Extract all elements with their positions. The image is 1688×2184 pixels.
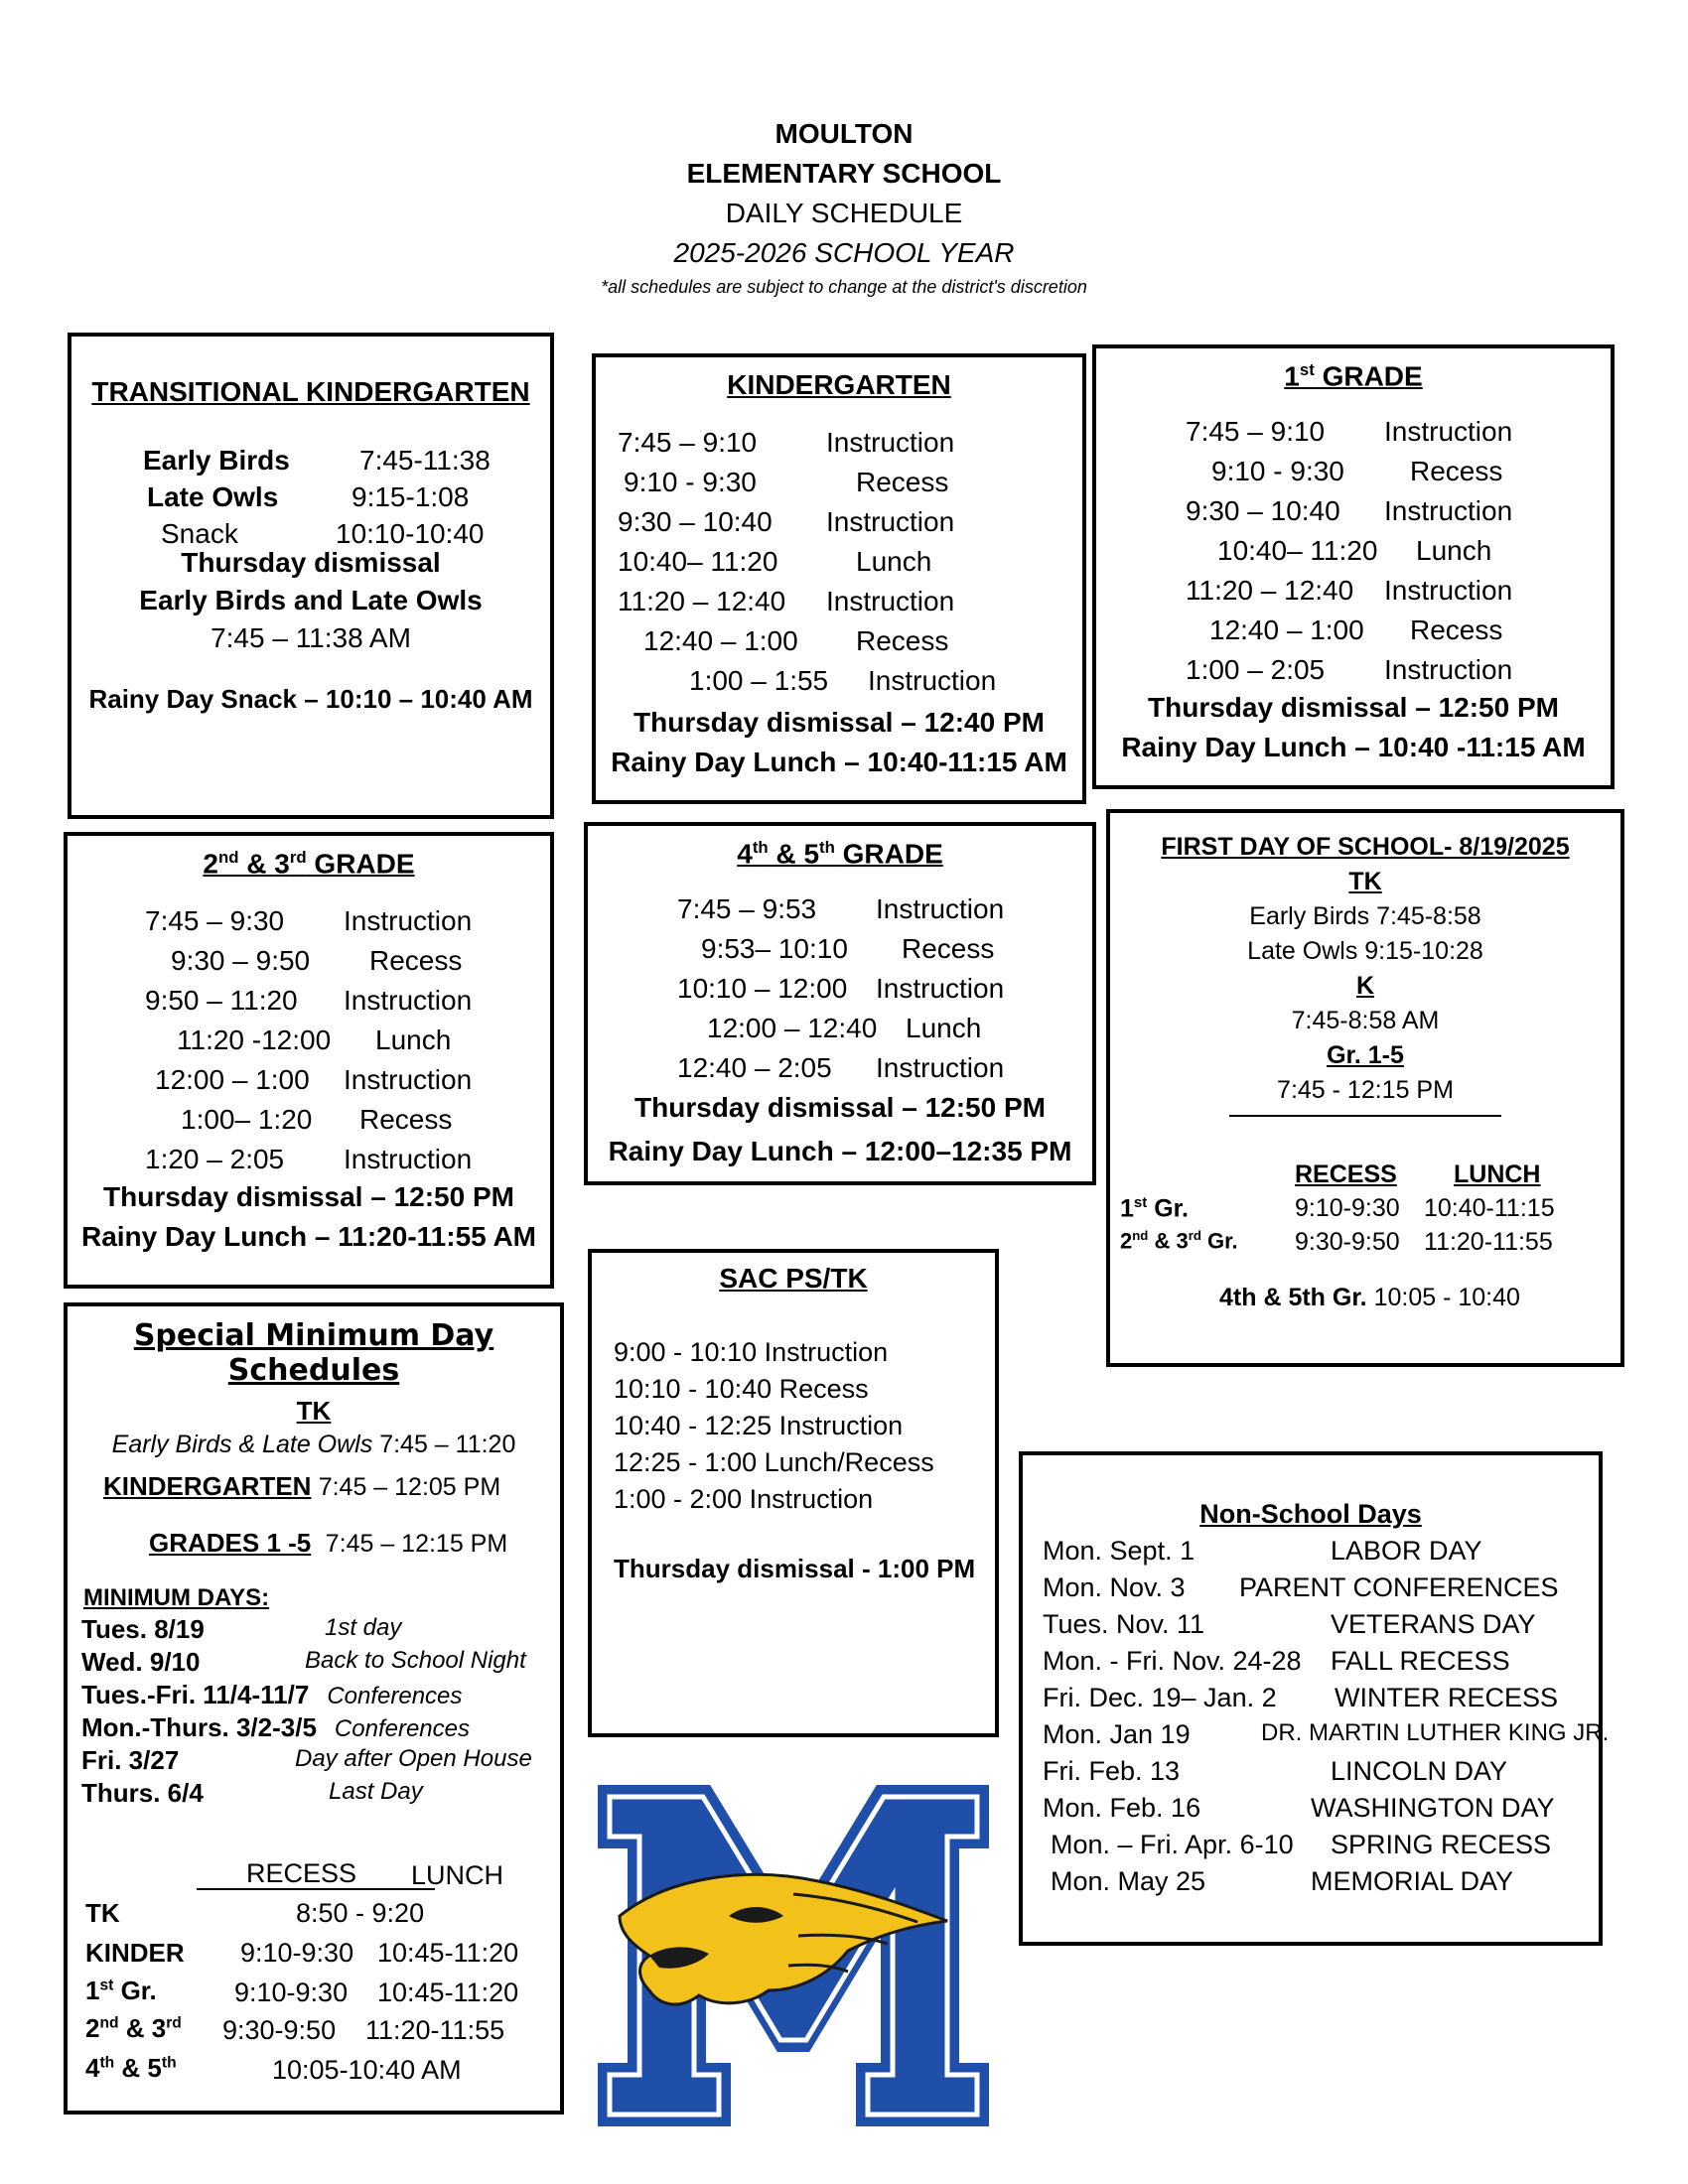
second-third-grade-schedule-box xyxy=(64,832,554,1289)
sac-line: 12:25 - 1:00 Lunch/Recess xyxy=(614,1447,934,1477)
schedule-time: 7:45 – 9:30 xyxy=(145,905,285,937)
ordinal-number: 2 xyxy=(85,2013,100,2043)
non-school-event: MEMORIAL DAY xyxy=(1311,1866,1514,1896)
second-third-recess: 9:30-9:50 xyxy=(1295,1228,1400,1256)
ampersand: & xyxy=(1148,1228,1177,1254)
schedule-activity: Recess xyxy=(856,625,949,656)
schedule-time: 10:40– 11:20 xyxy=(618,546,778,577)
tk-early-birds-time: 7:45-11:38 xyxy=(359,445,491,476)
title-ordinal: th xyxy=(752,838,769,857)
fourth-fifth-label: 4th & 5th Gr. xyxy=(1219,1284,1367,1311)
schedule-activity: Recess xyxy=(856,467,949,497)
tk-schedule-box xyxy=(68,333,554,819)
schedule-time: 12:40 – 1:00 xyxy=(1209,614,1364,646)
minimum-day-desc: 1st day xyxy=(325,1614,402,1641)
minimum-day-date: Tues. 8/19 xyxy=(81,1614,205,1644)
fourth-fifth-time: 10:05 - 10:40 xyxy=(1373,1284,1520,1311)
title-ordinal: th xyxy=(819,838,835,857)
title-number: 4 xyxy=(737,838,753,870)
tk-late-owls-label: Late Owls xyxy=(147,481,279,512)
ordinal-number: 2 xyxy=(1120,1228,1133,1254)
tk-rainy-day: Rainy Day Snack – 10:10 – 10:40 AM xyxy=(88,684,533,714)
minimum-day-kinder-time: 7:45 – 12:05 PM xyxy=(318,1473,501,1501)
non-school-date: Fri. Feb. 13 xyxy=(1043,1756,1181,1786)
schedule-activity: Lunch xyxy=(375,1024,452,1056)
minimum-day-desc: Last Day xyxy=(329,1778,423,1805)
fourth-fifth-grade-rainy-day: Rainy Day Lunch – 12:00–12:35 PM xyxy=(608,1136,1072,1167)
schedule-time: 7:45 – 9:53 xyxy=(677,893,817,925)
minimum-day-date: Fri. 3/27 xyxy=(81,1745,180,1775)
minimum-day-grades-time: 7:45 – 12:15 PM xyxy=(325,1530,508,1558)
r-fourth-fifth-label xyxy=(85,2053,177,2084)
first-day-k-label: K xyxy=(1355,972,1375,1000)
first-day-k-time: 7:45-8:58 AM xyxy=(1291,1007,1440,1034)
kinder-schedule-box xyxy=(592,353,1086,804)
r-second-third-lunch: 11:20-11:55 xyxy=(365,2015,505,2045)
sac-line: 10:10 - 10:40 Recess xyxy=(614,1374,869,1404)
recess-header: RECESS xyxy=(1295,1160,1397,1188)
minimum-day-kinder-label: KINDERGARTEN xyxy=(103,1471,312,1501)
minimum-day-row-wide xyxy=(81,1680,560,1710)
tk-late-owls-time: 9:15-1:08 xyxy=(352,481,470,512)
schedule-time: 12:00 – 12:40 xyxy=(707,1013,878,1044)
minimum-day-tk-text: Early Birds & Late Owls xyxy=(111,1431,373,1458)
first-day-tk-late: Late Owls 9:15-10:28 xyxy=(1247,937,1483,965)
page-header xyxy=(0,114,1688,301)
second-third-row-label xyxy=(1120,1228,1238,1254)
ordinal-suffix: st xyxy=(99,1977,114,1994)
ampersand: & xyxy=(114,2053,148,2083)
grade-text: Gr. xyxy=(1200,1228,1238,1254)
non-school-title: Non-School Days xyxy=(1199,1499,1422,1529)
minimum-day-date: Thurs. 6/4 xyxy=(81,1778,204,1808)
schedule-activity: Instruction xyxy=(344,905,473,937)
second-third-lunch: 11:20-11:55 xyxy=(1424,1228,1553,1256)
schedule-activity: Instruction xyxy=(1384,654,1513,686)
non-school-date: Mon. Jan 19 xyxy=(1043,1719,1191,1749)
schedule-time: 11:20 – 12:40 xyxy=(618,586,786,616)
tk-thursday-line1: Thursday dismissal xyxy=(181,547,441,578)
tk-snack-label: Snack xyxy=(161,518,238,549)
schedule-activity: Instruction xyxy=(826,586,955,616)
minimum-day-row-wide xyxy=(81,1712,560,1743)
ordinal-suffix: th xyxy=(161,2054,177,2072)
ordinal-suffix: rd xyxy=(1188,1228,1201,1243)
non-school-event: WINTER RECESS xyxy=(1335,1683,1559,1712)
schedule-activity: Instruction xyxy=(868,665,997,696)
schedule-time: 12:40 – 2:05 xyxy=(677,1052,832,1084)
first-grade-thursday: Thursday dismissal – 12:50 PM xyxy=(1148,692,1559,724)
minimum-day-tk-row xyxy=(68,1431,560,1459)
minimum-day-desc: Day after Open House xyxy=(295,1745,532,1772)
first-day-grades-label: Gr. 1-5 xyxy=(1327,1041,1404,1069)
title-text: GRADE xyxy=(1314,360,1423,392)
schedule-time: 1:00 – 2:05 xyxy=(1186,654,1326,686)
disclaimer-note: *all schedules are subject to change at the district's discretion xyxy=(601,277,1087,297)
ordinal-suffix: nd xyxy=(1132,1228,1149,1243)
schedule-activity: Instruction xyxy=(344,1144,473,1175)
school-year: 2025-2026 SCHOOL YEAR xyxy=(673,237,1015,268)
schedule-activity: Recess xyxy=(1410,456,1503,487)
fourth-fifth-grade-schedule-list xyxy=(677,893,1092,1084)
minimum-day-date: Wed. 9/10 xyxy=(81,1647,201,1677)
schedule-time: 7:45 – 9:10 xyxy=(618,427,758,458)
schedule-time: 9:50 – 11:20 xyxy=(145,985,298,1017)
schedule-time: 9:10 - 9:30 xyxy=(624,467,757,497)
title-text: GRADE xyxy=(306,848,415,880)
r-second-third-recess: 9:30-9:50 xyxy=(222,2015,337,2045)
minimum-day-desc: Conferences xyxy=(334,1715,470,1742)
schedule-activity: Instruction xyxy=(876,1052,1005,1084)
first-day-divider xyxy=(1229,1115,1501,1117)
first-day-title: FIRST DAY OF SCHOOL- 8/19/2025 xyxy=(1161,833,1570,861)
schedule-activity: Instruction xyxy=(876,893,1005,925)
r-kinder-label: KINDER xyxy=(85,1938,185,1968)
schedule-time: 7:45 – 9:10 xyxy=(1186,416,1326,448)
grade-text: Gr. xyxy=(1147,1194,1189,1223)
kinder-schedule-list xyxy=(618,427,1082,697)
title-ordinal: st xyxy=(1299,360,1315,379)
minimum-day-title-line2: Schedules xyxy=(227,1353,400,1388)
kinder-thursday: Thursday dismissal – 12:40 PM xyxy=(633,707,1045,738)
schedule-time: 9:53– 10:10 xyxy=(701,933,848,965)
non-school-date: Mon. – Fri. Apr. 6-10 xyxy=(1051,1830,1294,1859)
ordinal-number: 5 xyxy=(147,2053,162,2083)
lunch-header: LUNCH xyxy=(411,1860,504,1890)
first-day-box xyxy=(1106,809,1624,1367)
schedule-activity: Instruction xyxy=(1384,575,1513,607)
sac-box xyxy=(588,1249,999,1737)
r-second-third-label xyxy=(85,2013,182,2044)
ordinal-suffix: th xyxy=(99,2054,115,2072)
non-school-event: VETERANS DAY xyxy=(1331,1609,1536,1639)
second-third-grade-schedule-list xyxy=(145,905,550,1175)
first-grade-rainy-day: Rainy Day Lunch – 10:40 -11:15 AM xyxy=(1121,732,1586,763)
minimum-days-list xyxy=(81,1614,560,1809)
non-school-date: Mon. May 25 xyxy=(1051,1866,1206,1896)
schedule-activity: Instruction xyxy=(876,973,1005,1005)
title-number: 2 xyxy=(203,848,218,880)
schedule-time: 12:00 – 1:00 xyxy=(155,1064,310,1096)
schedule-activity: Recess xyxy=(1410,614,1503,646)
non-school-event: DR. MARTIN LUTHER KING JR. xyxy=(1261,1719,1610,1746)
fourth-fifth-grade-thursday: Thursday dismissal – 12:50 PM xyxy=(634,1092,1046,1124)
kinder-rainy-day: Rainy Day Lunch – 10:40-11:15 AM xyxy=(611,747,1067,777)
first-day-tk-label: TK xyxy=(1348,868,1382,895)
minimum-day-grades-row xyxy=(149,1528,560,1559)
title-ampersand: & xyxy=(238,848,275,880)
fourth-fifth-grade-schedule-box xyxy=(584,822,1096,1185)
minimum-day-kinder-row xyxy=(103,1471,560,1502)
eagle-m-logo-icon xyxy=(580,1777,1007,2134)
non-school-event: FALL RECESS xyxy=(1331,1646,1510,1676)
r-first-label xyxy=(85,1976,157,2006)
minimum-day-date: Mon.-Thurs. 3/2-3/5 xyxy=(81,1712,317,1742)
minimum-day-desc: Conferences xyxy=(327,1683,463,1709)
sac-schedule-list xyxy=(614,1334,995,1518)
title-number: 3 xyxy=(274,848,290,880)
non-school-event: WASHINGTON DAY xyxy=(1311,1793,1555,1823)
schedule-time: 1:00 – 1:55 xyxy=(689,665,829,696)
title-number: 5 xyxy=(803,838,820,870)
non-school-date: Mon. Sept. 1 xyxy=(1043,1536,1196,1566)
first-grade-lunch: 10:40-11:15 xyxy=(1424,1194,1555,1222)
schedule-time: 11:20 -12:00 xyxy=(177,1024,332,1056)
schedule-activity: Instruction xyxy=(1384,416,1513,448)
ordinal-number: 4 xyxy=(85,2053,100,2083)
second-third-grade-rainy-day: Rainy Day Lunch – 11:20-11:55 AM xyxy=(80,1221,537,1253)
ordinal-number: 1 xyxy=(85,1976,100,2005)
schedule-time: 11:20 – 12:40 xyxy=(1186,575,1354,607)
schedule-activity: Lunch xyxy=(856,546,932,577)
title-ampersand: & xyxy=(768,838,804,870)
second-third-grade-title xyxy=(68,848,550,880)
first-day-tk-early: Early Birds 7:45-8:58 xyxy=(1249,902,1481,930)
sac-line: 1:00 - 2:00 Instruction xyxy=(614,1484,874,1514)
sac-title: SAC PS/TK xyxy=(719,1263,868,1294)
r-tk-time: 8:50 - 9:20 xyxy=(296,1898,425,1928)
r-first-recess: 9:10-9:30 xyxy=(234,1978,349,2007)
schedule-activity: Recess xyxy=(359,1104,453,1136)
title-text: GRADE xyxy=(834,838,943,870)
school-name-line1: MOULTON xyxy=(774,118,914,149)
ampersand: & xyxy=(118,2013,152,2043)
ordinal-suffix: st xyxy=(1133,1194,1148,1211)
schedule-activity: Instruction xyxy=(1384,495,1513,527)
ordinal-number: 3 xyxy=(1176,1228,1189,1254)
second-third-grade-thursday: Thursday dismissal – 12:50 PM xyxy=(103,1181,514,1213)
non-school-date: Tues. Nov. 11 xyxy=(1043,1609,1205,1639)
kinder-title: KINDERGARTEN xyxy=(727,369,951,400)
non-school-list xyxy=(1043,1536,1610,1897)
school-logo xyxy=(580,1777,1007,2134)
tk-early-birds-label: Early Birds xyxy=(143,445,290,476)
tk-title: TRANSITIONAL KINDERGARTEN xyxy=(91,376,530,407)
first-day-grades-time: 7:45 - 12:15 PM xyxy=(1277,1076,1454,1104)
minimum-day-date: Tues.-Fri. 11/4-11/7 xyxy=(81,1680,310,1709)
first-grade-schedule-list xyxy=(1186,416,1611,686)
schedule-time: 10:40– 11:20 xyxy=(1217,535,1378,567)
schedule-time: 9:30 – 10:40 xyxy=(618,506,773,537)
r-kinder-recess: 9:10-9:30 xyxy=(240,1938,354,1968)
schedule-time: 9:10 - 9:30 xyxy=(1211,456,1344,487)
non-school-date: Mon. Nov. 3 xyxy=(1043,1572,1186,1602)
non-school-event: PARENT CONFERENCES xyxy=(1239,1572,1559,1602)
schedule-activity: Instruction xyxy=(826,506,955,537)
school-name-line2: ELEMENTARY SCHOOL xyxy=(686,158,1002,189)
schedule-activity: Instruction xyxy=(826,427,955,458)
non-school-event: LINCOLN DAY xyxy=(1331,1756,1508,1786)
ordinal-number: 1 xyxy=(1120,1194,1134,1223)
sac-line: 10:40 - 12:25 Instruction xyxy=(614,1411,904,1440)
first-grade-row-label xyxy=(1120,1194,1189,1223)
non-school-date: Mon. Feb. 16 xyxy=(1043,1793,1201,1823)
grade-text: Gr. xyxy=(113,1976,157,2005)
ordinal-suffix: nd xyxy=(99,2014,119,2032)
tk-thursday-line2: Early Birds and Late Owls xyxy=(139,585,483,615)
ordinal-number: 3 xyxy=(151,2013,167,2043)
ordinal-suffix: rd xyxy=(166,2014,182,2032)
schedule-time: 1:00– 1:20 xyxy=(181,1104,313,1136)
sac-thursday: Thursday dismissal - 1:00 PM xyxy=(614,1554,976,1583)
minimum-day-desc: Back to School Night xyxy=(305,1647,526,1674)
minimum-day-tk-label: TK xyxy=(296,1396,332,1426)
schedule-time: 10:10 – 12:00 xyxy=(677,973,848,1005)
schedule-time: 9:30 – 9:50 xyxy=(171,945,311,977)
non-school-days-box xyxy=(1019,1451,1610,1946)
sac-line: 9:00 - 10:10 Instruction xyxy=(614,1337,889,1367)
fourth-fifth-row xyxy=(1219,1284,1520,1312)
schedule-activity: Lunch xyxy=(1416,535,1492,567)
schedule-activity: Instruction xyxy=(344,985,473,1017)
schedule-activity: Recess xyxy=(369,945,463,977)
title-ordinal: rd xyxy=(289,848,307,867)
schedule-activity: Recess xyxy=(902,933,995,965)
lunch-header: LUNCH xyxy=(1454,1160,1541,1188)
r-kinder-lunch: 10:45-11:20 xyxy=(377,1938,519,1968)
first-grade-schedule-box xyxy=(1092,344,1615,789)
r-fourth-fifth-time: 10:05-10:40 AM xyxy=(272,2055,462,2085)
minimum-day-title-line1: Special Minimum Day xyxy=(133,1318,494,1353)
r-tk-label: TK xyxy=(85,1898,120,1928)
title-ordinal: nd xyxy=(218,848,239,867)
r-first-lunch: 10:45-11:20 xyxy=(377,1978,519,2007)
schedule-time: 1:20 – 2:05 xyxy=(145,1144,285,1175)
minimum-days-label: MINIMUM DAYS: xyxy=(83,1584,270,1611)
minimum-day-box xyxy=(64,1302,564,2115)
recess-header: RECESS xyxy=(246,1858,357,1888)
non-school-event: SPRING RECESS xyxy=(1331,1830,1552,1859)
first-grade-title xyxy=(1096,360,1611,392)
fourth-fifth-grade-title xyxy=(588,838,1092,870)
tk-thursday-time: 7:45 – 11:38 AM xyxy=(211,622,411,653)
non-school-date: Mon. - Fri. Nov. 24-28 xyxy=(1043,1646,1302,1676)
schedule-title: DAILY SCHEDULE xyxy=(725,198,963,228)
non-school-date: Fri. Dec. 19– Jan. 2 xyxy=(1043,1683,1277,1712)
first-grade-recess: 9:10-9:30 xyxy=(1295,1194,1400,1222)
schedule-time: 9:30 – 10:40 xyxy=(1186,495,1340,527)
schedule-activity: Lunch xyxy=(906,1013,982,1044)
schedule-time: 12:40 – 1:00 xyxy=(643,625,798,656)
tk-snack-time: 10:10-10:40 xyxy=(336,518,485,549)
minimum-day-grades-label: GRADES 1 -5 xyxy=(149,1528,312,1558)
non-school-event: LABOR DAY xyxy=(1331,1536,1482,1566)
minimum-day-tk-time: 7:45 – 11:20 xyxy=(379,1431,516,1458)
title-number: 1 xyxy=(1284,360,1300,392)
schedule-activity: Instruction xyxy=(344,1064,473,1096)
